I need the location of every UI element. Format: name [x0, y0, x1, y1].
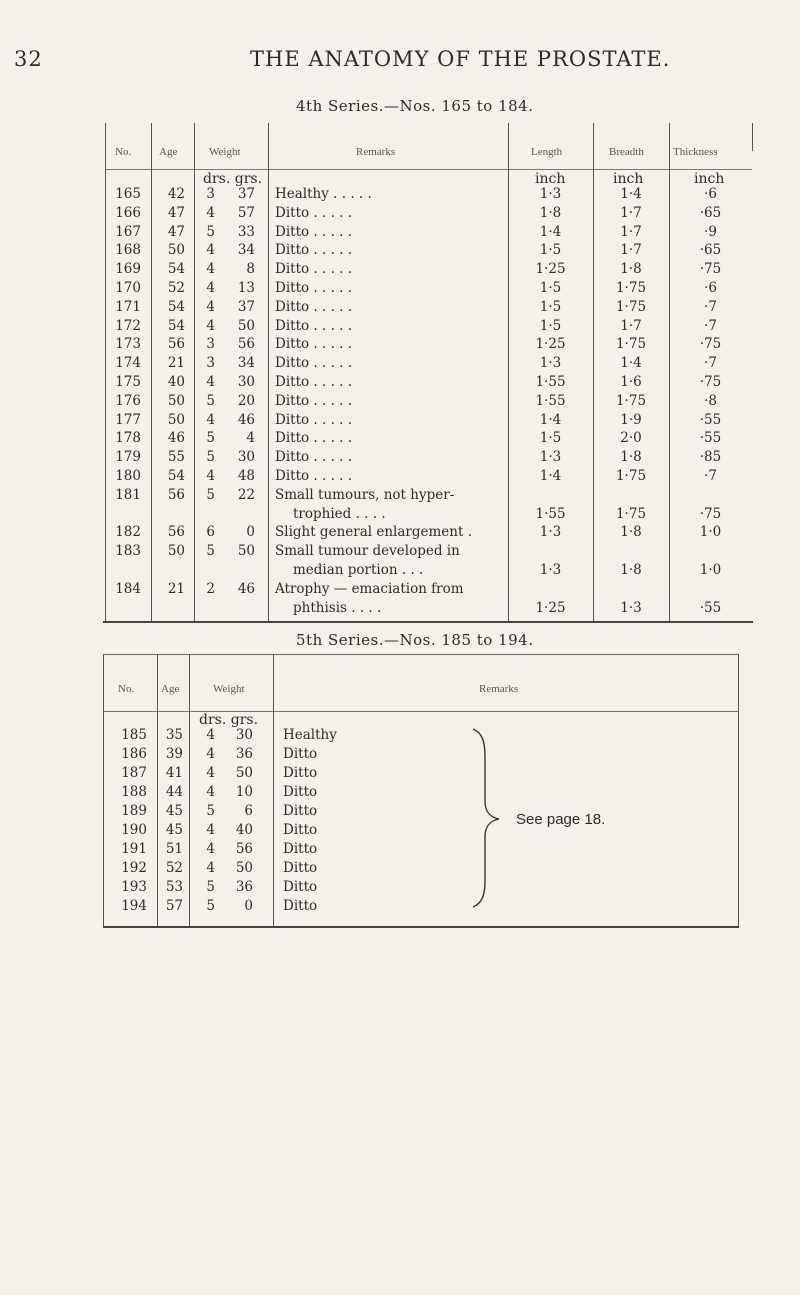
- row-thickness: ·75: [699, 374, 722, 390]
- row-weight-grs: 13: [237, 280, 255, 296]
- row-remark: Ditto . . . . .: [275, 223, 353, 240]
- row-no: 176: [115, 392, 141, 409]
- header-age: Age: [159, 146, 178, 158]
- row-weight-drs: 4: [206, 860, 215, 876]
- row-weight-grs: 0: [244, 898, 253, 914]
- row-weight-drs: 4: [206, 784, 215, 800]
- row-weight-grs: 50: [237, 317, 255, 334]
- row-remark: Ditto . . . . .: [275, 298, 353, 315]
- row-no: 182: [115, 524, 141, 541]
- row-thickness: ·75: [699, 505, 722, 522]
- row-no: 183: [115, 543, 141, 560]
- header-length: Length: [531, 146, 563, 158]
- row-remark: Ditto . . . . .: [275, 317, 353, 334]
- row-no: 166: [115, 204, 141, 221]
- row-weight-grs: 46: [237, 411, 255, 428]
- row-weight-drs: 4: [206, 468, 215, 484]
- row-breadth: 1·6: [620, 374, 642, 390]
- row-weight-grs: 36: [235, 879, 253, 895]
- row-breadth: 1·4: [620, 186, 642, 202]
- row-remark: Ditto: [283, 784, 318, 800]
- row-thickness: ·7: [704, 355, 717, 372]
- row-age: 54: [167, 317, 185, 334]
- row-remark: Slight general enlargement .: [275, 524, 472, 541]
- row-age: 46: [167, 430, 185, 447]
- row-no: 179: [115, 449, 141, 466]
- row-weight-grs: 8: [246, 261, 255, 278]
- row-no: 165: [115, 186, 141, 202]
- row-breadth: 1·7: [620, 317, 642, 334]
- row-remark: Atrophy — emaciation from: [275, 580, 464, 597]
- right-brace: [469, 725, 509, 911]
- row-weight-grs: 30: [237, 374, 255, 390]
- row-breadth: 1·3: [620, 599, 642, 616]
- row-remark: Ditto . . . . .: [275, 336, 353, 353]
- row-thickness: ·75: [699, 261, 722, 278]
- running-head: THE ANATOMY OF THE PROSTATE.: [250, 47, 671, 71]
- row-no: 191: [121, 841, 147, 857]
- row-age: 52: [167, 280, 185, 296]
- row-weight-grs: 50: [235, 860, 253, 876]
- row-remark: Ditto . . . . .: [275, 392, 353, 409]
- row-breadth: 1·7: [620, 242, 642, 259]
- row-weight-drs: 5: [206, 449, 215, 466]
- row-weight-drs: 4: [206, 841, 215, 857]
- thickness-units: inch: [694, 171, 725, 187]
- row-age: 50: [167, 411, 185, 428]
- row-thickness: ·65: [699, 204, 722, 221]
- row-no: 192: [121, 860, 147, 876]
- row-no: 174: [115, 355, 141, 372]
- row-weight-drs: 4: [206, 822, 215, 838]
- page-number: 32: [14, 47, 43, 71]
- row-thickness: ·85: [699, 449, 722, 466]
- header-no: No.: [118, 683, 135, 695]
- row-breadth: 1·75: [615, 468, 647, 484]
- row-breadth: 1·9: [620, 411, 642, 428]
- row-remark: Ditto . . . . .: [275, 430, 353, 447]
- row-thickness: ·6: [704, 186, 717, 202]
- row-weight-grs: 48: [237, 468, 255, 484]
- row-breadth: 1·4: [620, 355, 642, 372]
- row-age: 56: [167, 524, 185, 541]
- row-remark: Ditto . . . . .: [275, 468, 353, 484]
- row-length: 1·4: [539, 223, 562, 240]
- column-divider: [273, 654, 274, 926]
- row-remark: Ditto . . . . .: [275, 449, 353, 466]
- row-age: 50: [167, 242, 185, 259]
- row-age: 40: [167, 374, 185, 390]
- row-length: 1·8: [539, 204, 562, 221]
- row-remark: Healthy . . . . .: [275, 186, 372, 202]
- row-thickness: ·7: [704, 468, 717, 484]
- row-length: 1·25: [535, 336, 566, 353]
- row-no: 187: [121, 765, 147, 781]
- series-5-title: 5th Series.—Nos. 185 to 194.: [296, 631, 534, 649]
- row-remark: Ditto: [283, 879, 318, 895]
- row-no: 193: [121, 879, 147, 895]
- row-length: 1·25: [535, 261, 566, 278]
- row-length: 1·5: [539, 242, 562, 259]
- row-weight-grs: 34: [237, 242, 255, 259]
- row-remark: Ditto . . . . .: [275, 411, 353, 428]
- row-weight-drs: 5: [206, 430, 215, 447]
- row-remark: Ditto . . . . .: [275, 242, 353, 259]
- row-breadth: 1·8: [620, 449, 642, 466]
- row-no: 171: [115, 298, 141, 315]
- row-remark: Ditto: [283, 860, 318, 876]
- row-age: 21: [167, 580, 185, 597]
- row-age: 51: [165, 841, 183, 857]
- length-units: inch: [535, 171, 566, 187]
- row-age: 47: [167, 204, 185, 221]
- row-remark: Ditto . . . . .: [275, 261, 353, 278]
- row-length: 1·25: [535, 599, 566, 616]
- row-remark: Ditto: [283, 898, 318, 914]
- row-no: 168: [115, 242, 141, 259]
- row-weight-grs: 34: [237, 355, 255, 372]
- row-length: 1·4: [539, 468, 562, 484]
- row-age: 57: [165, 898, 183, 914]
- row-weight-grs: 40: [235, 822, 253, 838]
- row-weight-drs: 5: [206, 803, 215, 819]
- series-4-table: [103, 123, 753, 623]
- weight-units: drs. grs.: [203, 171, 263, 187]
- row-no: 184: [115, 580, 141, 597]
- row-remark: Ditto: [283, 803, 318, 819]
- row-breadth: 1·75: [615, 505, 647, 522]
- header-remarks: Remarks: [479, 683, 519, 695]
- row-weight-grs: 37: [237, 298, 255, 315]
- row-length: 1·3: [539, 186, 562, 202]
- column-divider: [189, 654, 190, 926]
- row-weight-grs: 6: [244, 803, 253, 819]
- row-no: 167: [115, 223, 141, 240]
- row-remark: Ditto . . . . .: [275, 355, 353, 372]
- weight-units: drs. grs.: [199, 712, 259, 728]
- row-weight-drs: 4: [206, 765, 215, 781]
- row-weight-drs: 4: [206, 411, 215, 428]
- row-weight-drs: 4: [206, 746, 215, 762]
- row-length: 1·5: [539, 317, 562, 334]
- row-age: 54: [167, 261, 185, 278]
- row-thickness: ·75: [699, 336, 722, 353]
- header-weight: Weight: [213, 683, 245, 695]
- row-remark: Healthy: [283, 727, 337, 743]
- row-age: 56: [167, 336, 185, 353]
- row-no: 189: [121, 803, 147, 819]
- row-age: 47: [167, 223, 185, 240]
- row-remark: phthisis . . . .: [293, 599, 382, 616]
- row-thickness: ·55: [699, 411, 722, 428]
- row-weight-grs: 22: [237, 486, 255, 503]
- row-remark: Small tumour developed in: [275, 543, 460, 560]
- row-breadth: 1·7: [620, 223, 642, 240]
- row-weight-grs: 56: [237, 336, 255, 353]
- row-no: 190: [121, 822, 147, 838]
- row-no: 188: [121, 784, 147, 800]
- row-no: 175: [115, 374, 141, 390]
- row-thickness: ·55: [699, 599, 722, 616]
- row-remark: Ditto . . . . .: [275, 280, 353, 296]
- row-thickness: ·65: [699, 242, 722, 259]
- row-age: 54: [167, 468, 185, 484]
- row-age: 50: [167, 392, 185, 409]
- row-length: 1·5: [539, 430, 562, 447]
- column-divider: [268, 123, 269, 621]
- row-weight-drs: 3: [206, 336, 215, 353]
- row-age: 45: [165, 803, 183, 819]
- header-age: Age: [161, 683, 180, 695]
- row-thickness: ·55: [699, 430, 722, 447]
- row-age: 54: [167, 298, 185, 315]
- row-no: 185: [121, 727, 147, 743]
- row-remark: trophied . . . .: [293, 505, 386, 522]
- row-age: 56: [167, 486, 185, 503]
- row-weight-grs: 0: [246, 524, 255, 541]
- row-weight-drs: 5: [206, 223, 215, 240]
- row-no: 194: [121, 898, 147, 914]
- row-weight-drs: 4: [206, 280, 215, 296]
- row-age: 53: [165, 879, 183, 895]
- series-4-title: 4th Series.—Nos. 165 to 184.: [296, 97, 534, 115]
- row-breadth: 1·8: [620, 524, 642, 541]
- row-weight-drs: 3: [206, 186, 215, 202]
- row-age: 42: [167, 186, 185, 202]
- row-length: 1·5: [539, 298, 562, 315]
- row-age: 35: [165, 727, 183, 743]
- row-length: 1·55: [535, 374, 566, 390]
- row-thickness: ·8: [704, 392, 717, 409]
- row-weight-grs: 37: [237, 186, 255, 202]
- row-weight-grs: 30: [237, 449, 255, 466]
- row-weight-grs: 50: [235, 765, 253, 781]
- row-weight-grs: 10: [235, 784, 253, 800]
- header-thickness: Thickness: [673, 146, 718, 158]
- row-weight-drs: 4: [206, 317, 215, 334]
- row-length: 1·3: [539, 524, 562, 541]
- header-no: No.: [115, 146, 132, 158]
- row-age: 41: [165, 765, 183, 781]
- row-age: 55: [167, 449, 185, 466]
- row-weight-drs: 5: [206, 543, 215, 560]
- row-breadth: 1·8: [620, 562, 642, 578]
- row-remark: Small tumours, not hyper-: [275, 486, 455, 503]
- row-no: 181: [115, 486, 141, 503]
- row-length: 1·3: [539, 562, 562, 578]
- row-remark: Ditto . . . . .: [275, 374, 353, 390]
- column-divider: [738, 654, 739, 926]
- row-no: 169: [115, 261, 141, 278]
- header-breadth: Breadth: [609, 146, 644, 158]
- row-weight-grs: 36: [235, 746, 253, 762]
- row-weight-drs: 5: [206, 898, 215, 914]
- row-age: 44: [165, 784, 183, 800]
- row-weight-grs: 56: [235, 841, 253, 857]
- row-weight-drs: 4: [206, 298, 215, 315]
- row-no: 172: [115, 317, 141, 334]
- row-remark: Ditto: [283, 765, 318, 781]
- row-length: 1·3: [539, 449, 562, 466]
- row-remark: Ditto: [283, 822, 318, 838]
- row-weight-grs: 4: [246, 430, 255, 447]
- breadth-units: inch: [613, 171, 644, 187]
- row-weight-grs: 33: [237, 223, 255, 240]
- row-no: 186: [121, 746, 147, 762]
- row-breadth: 2·0: [620, 430, 642, 447]
- row-remark: median portion . . .: [293, 562, 424, 578]
- row-breadth: 1·8: [620, 261, 642, 278]
- row-length: 1·55: [535, 505, 566, 522]
- row-weight-drs: 2: [206, 580, 215, 597]
- row-breadth: 1·7: [620, 204, 642, 221]
- header-remarks: Remarks: [356, 146, 396, 158]
- header-weight: Weight: [209, 146, 241, 158]
- row-weight-grs: 46: [237, 580, 255, 597]
- row-remark: Ditto: [283, 841, 318, 857]
- row-length: 1·5: [539, 280, 562, 296]
- row-breadth: 1·75: [615, 298, 647, 315]
- row-weight-drs: 4: [206, 204, 215, 221]
- row-weight-drs: 4: [206, 727, 215, 743]
- row-thickness: ·7: [704, 298, 717, 315]
- row-age: 39: [165, 746, 183, 762]
- row-breadth: 1·75: [615, 336, 647, 353]
- row-weight-grs: 50: [237, 543, 255, 560]
- row-breadth: 1·75: [615, 280, 647, 296]
- row-weight-drs: 6: [206, 524, 215, 541]
- row-weight-drs: 5: [206, 392, 215, 409]
- row-length: 1·55: [535, 392, 566, 409]
- row-weight-grs: 30: [235, 727, 253, 743]
- row-no: 177: [115, 411, 141, 428]
- row-weight-drs: 3: [206, 355, 215, 372]
- row-weight-drs: 5: [206, 486, 215, 503]
- row-age: 50: [167, 543, 185, 560]
- row-no: 173: [115, 336, 141, 353]
- row-weight-drs: 5: [206, 879, 215, 895]
- row-no: 170: [115, 280, 141, 296]
- column-divider: [752, 123, 753, 151]
- row-breadth: 1·75: [615, 392, 647, 409]
- series-5-table: [103, 654, 739, 928]
- row-weight-grs: 57: [237, 204, 255, 221]
- row-weight-drs: 4: [206, 261, 215, 278]
- page-reference: See page 18.: [516, 811, 606, 828]
- top-rule: [103, 654, 739, 655]
- row-weight-grs: 20: [237, 392, 255, 409]
- row-thickness: ·6: [704, 280, 717, 296]
- header-rule: [105, 169, 752, 170]
- row-thickness: 1·0: [699, 562, 722, 578]
- row-weight-drs: 4: [206, 374, 215, 390]
- row-thickness: ·9: [704, 223, 717, 240]
- row-no: 178: [115, 430, 141, 447]
- row-age: 52: [165, 860, 183, 876]
- row-remark: Ditto . . . . .: [275, 204, 353, 221]
- row-thickness: 1·0: [699, 524, 722, 541]
- row-age: 45: [165, 822, 183, 838]
- row-no: 180: [115, 468, 141, 484]
- row-remark: Ditto: [283, 746, 318, 762]
- row-weight-drs: 4: [206, 242, 215, 259]
- row-age: 21: [167, 355, 185, 372]
- row-thickness: ·7: [704, 317, 717, 334]
- row-length: 1·4: [539, 411, 562, 428]
- row-length: 1·3: [539, 355, 562, 372]
